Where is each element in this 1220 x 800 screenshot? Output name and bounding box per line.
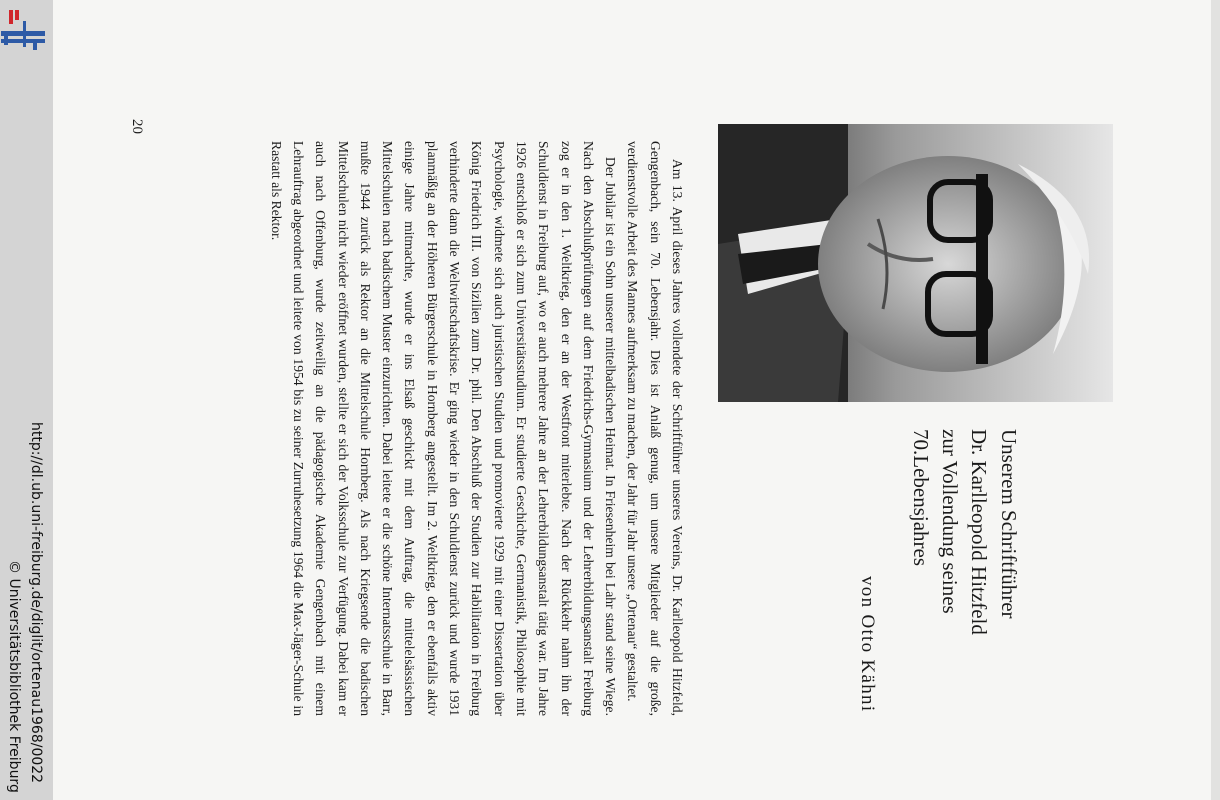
portrait-image (718, 124, 1113, 402)
university-logo-icon (1, 10, 45, 50)
copyright-notice: © Universitätsbibliothek Freiburg (6, 560, 22, 793)
viewer-sidebar (0, 0, 53, 800)
page-edge (1211, 0, 1220, 800)
article-title-line-2: Dr. Karlleopold Hitzfeld (967, 429, 991, 635)
article-title-line-4: 70.Lebensjahres (909, 429, 933, 567)
portrait-photo (718, 124, 1113, 402)
article-title-line-1: Unserem Schriftführer (997, 429, 1021, 619)
article-body (163, 141, 688, 716)
article-title-line-3: zur Vollendung seines (938, 429, 962, 614)
page-number: 20 (129, 119, 145, 134)
source-url[interactable]: http://dl.ub.uni-freiburg.de/diglit/ortenau1968/0022 (28, 422, 44, 784)
paragraph-biography: Der Jubilar ist ein Sohn unserer mittelbadischen Heimat. In Friesenheim bei Lahr stand seine Wiege. Nach den Abschlußprüfungen auf dem Friedrichs-Gymnasium und der Lehrerbildungsanstalt Freiburg zog er in den 1. Weltkrieg, den er an der Westfront miterlebte. Nach der Rückkehr nahm ihn der Schuldienst in Freiburg auf, wo er auch mehrere Jahre an der Lehrerbildungsanstalt tätig war. Im Jahre 1926 entschloß er sich zum Universitätsstudium. Er studierte Geschichte, Germanistik, Philosophie mit Psychologie, widmete sich auch juristischen Studien und promovierte 1929 mit einer Dissertation über König Friedrich III. von Sizilien zum Dr. phil. Den Abschluß der Studien zur Habilitation in Freiburg verhinderte dann die Weltwirtschaftskrise. Er ging wieder in den Schuldienst zurück und wurde 1931 planmäßig an der Höheren Bürgerschule in Hornberg angestellt. Im 2. Weltkrieg, den er ebenfalls aktiv einige Jahre mitmachte, wurde er ins Elsaß geschickt mit dem Auftrag, die mittelelsässischen Mittelschulen nach badischem Muster einzurichten. Dabei leitete er die schöne Internatsschule in Barr, mußte 1944 zurück als Rektor an die Mittelschule Hornberg. Als nach Kriegsende die badischen Mittelschulen nicht wieder eröffnet wurden, stellte er sich der Volksschule zur Verfügung. Dabei kam er auch nach Offenburg, wurde zeitweilig an die pädagogische Akademie Gengenbach mit einem Lehrauftrag abgeordnet und leitete von 1954 bis zu seiner Zurruhesetzung 1964 die Max-Jäger-Schule in Rastatt als Rektor. (268, 141, 619, 716)
paragraph-intro: Am 13. April dieses Jahres vollendete der Schriftführer unseres Vereins, Dr. Karlleopold Hitzfeld, Gengenbach, sein 70. Lebensjahr. Dies ist Anlaß genug, um unsere Mitglieder auf die große, verdienstvolle Arbeit des Mannes aufmerksam zu machen, der Jahr für Jahr unsere „Ortenau“ gestaltet. (625, 141, 685, 716)
article-author: von Otto Kähni (857, 576, 878, 713)
